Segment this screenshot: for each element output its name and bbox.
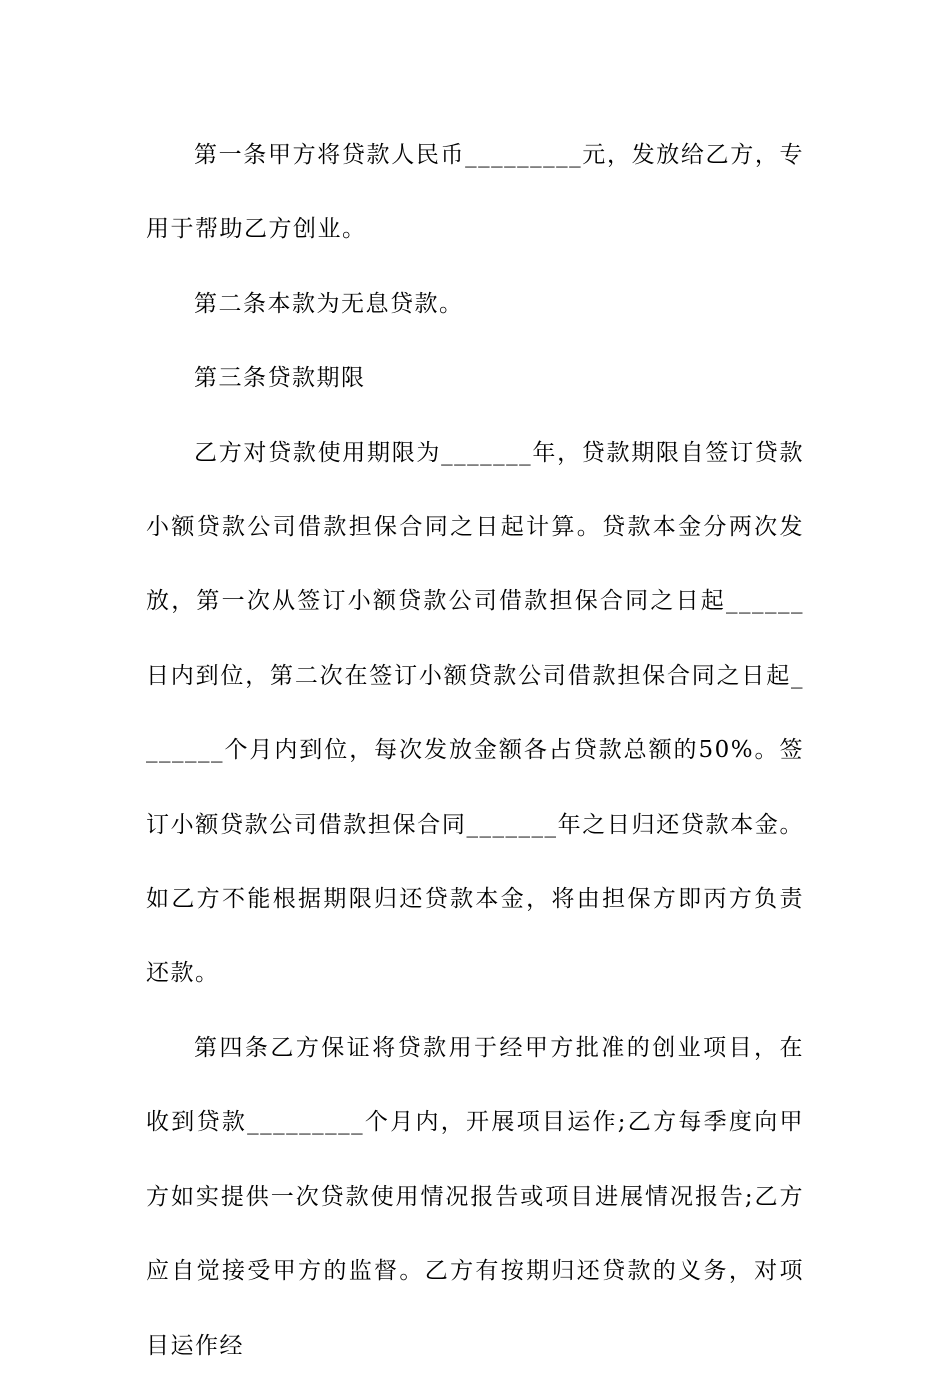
article-2-paragraph: 第二条本款为无息贷款。 — [194, 290, 464, 317]
document-body — [146, 118, 804, 1383]
article-1-paragraph: 第一条甲方将贷款人民币_________元，发放给乙方，专用于帮助乙方创业。 — [146, 142, 804, 243]
article-4-paragraph: 第四条乙方保证将贷款用于经甲方批准的创业项目，在收到贷款_________个月内，开展项目运作;乙方每季度向甲方如实提供一次贷款使用情况报告或项目进展情况报告;乙方应自觉接受甲方的监督。乙方有按期归还贷款的义务，对项目运作经 — [146, 1034, 804, 1359]
article-3-body-paragraph: 乙方对贷款使用期限为_______年，贷款期限自签订贷款小额贷款公司借款担保合同之日起计算。贷款本金分两次发放，第一次从签订小额贷款公司借款担保合同之日起______日内到位，第二次在签订小额贷款公司借款担保合同之日起_______个月内到位，每次发放金额各占贷款总额的50%。签订小额贷款公司借款担保合同_______年之日归还贷款本金。如乙方不能根据期限归还贷款本金，将由担保方即丙方负责还款。 — [146, 439, 804, 987]
article-3-heading: 第三条贷款期限 — [194, 365, 366, 392]
